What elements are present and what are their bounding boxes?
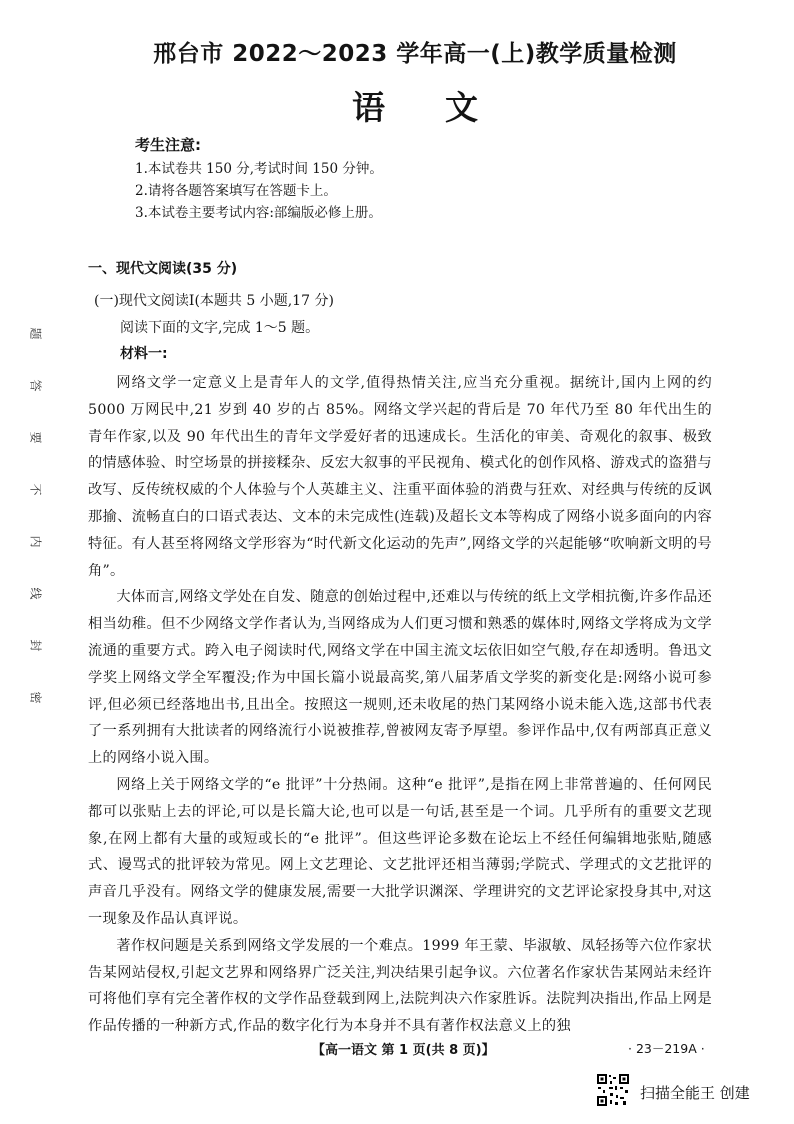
subject-char: 文 — [445, 88, 478, 127]
reading-passage — [88, 370, 712, 1040]
exam-title: 邢台市 2022～2023 学年高一(上)教学质量检测 — [153, 41, 677, 67]
passage-paragraph: 网络上关于网络文学的“e 批评”十分热闹。这种“e 批评”,是指在网上非常普遍的、任何网民都可以张贴上去的评论,可以是长篇大论,也可以是一句话,甚至是一个词。几乎所有的重要文艺现象,在网上都有大量的或短或长的“e 批评”。但这些评论多数在论坛上不经任何编辑地张贴,随感式、谩骂式的批评较为常见。网上文艺理论、文艺批评还相当薄弱;学院式、学理式的文艺批评的声音几乎没有。网络文学的健康发展,需要一大批学识渊深、学理讲究的文艺评论家投身其中,对这一现象及作品认真评说。 — [88, 776, 712, 927]
binding-char: 内 — [28, 535, 43, 548]
binding-margin — [26, 325, 52, 725]
subsection-heading: (一)现代文阅读Ⅰ(本题共 5 小题,17 分) — [94, 293, 334, 309]
section-heading: 一、现代文阅读(35 分) — [88, 261, 238, 277]
binding-char: 答 — [28, 379, 43, 392]
binding-char: 密 — [28, 691, 43, 704]
exam-code: · 23－219A · — [628, 1041, 705, 1056]
reading-instruction: 阅读下面的文字,完成 1～5 题。 — [120, 320, 320, 336]
binding-char: 线 — [28, 587, 43, 600]
binding-char: 封 — [28, 639, 43, 652]
page-footer: 【高一语文 第 1 页(共 8 页)】 — [312, 1043, 495, 1058]
binding-char: 要 — [28, 431, 43, 444]
binding-char: 不 — [28, 483, 43, 496]
notice-item: 2.请将各题答案填写在答题卡上。 — [135, 183, 337, 199]
passage-paragraph: 网络文学一定意义上是青年人的文学,值得热情关注,应当充分重视。据统计,国内上网的约 5000 万网民中,21 岁到 40 岁的占 85%。网络文学兴起的背后是 70 年代乃至 80 年代出生的青年作家,以及 90 年代出生的青年文学爱好者的迅速成长。生活化的审美、奇观化的叙事、极致的情感体验、时空场景的拼接糅杂、反宏大叙事的平民视角、模式化的创作风格、游戏式的盗猎与改写、反传统权威的个人体验与个人英雄主义、注重平面体验的消费与狂欢、对经典与传统的反讽那揄、流畅直白的口语式表达、文本的未完成性(连载)及超长文本等构成了网络小说多面向的内容特征。有人甚至将网络文学形容为“时代新文化运动的先声”,网络文学的兴起能够“吹响新文明的号角”。 — [88, 375, 712, 579]
notice-heading: 考生注意: — [135, 136, 201, 154]
scanner-watermark: 扫描全能王 创建 — [640, 1084, 750, 1102]
passage-paragraph: 著作权问题是关系到网络文学发展的一个难点。1999 年王蒙、毕淑敏、凤轻扬等六位作家状告某网站侵权,引起文艺界和网络界广泛关注,判决结果引起争议。六位著名作家状告某网站未经许可将他们享有完全著作权的文学作品登载到网上,法院判决六作家胜诉。法院判决指出,作品上网是作品传播的一种新方式,作品的数字化行为本身并不具有著作权法意义上的独 — [88, 937, 712, 1035]
exam-notice — [135, 134, 383, 224]
notice-item: 1.本试卷共 150 分,考试时间 150 分钟。 — [135, 161, 383, 177]
material-label: 材料一: — [120, 346, 168, 362]
qr-code-icon — [596, 1073, 630, 1107]
binding-char: 题 — [28, 327, 43, 340]
subject-char: 语 — [352, 88, 385, 127]
subject-title — [340, 82, 490, 129]
passage-paragraph: 大体而言,网络文学处在自发、随意的创始过程中,还难以与传统的纸上文学相抗衡,许多作品还相当幼稚。但不少网络文学作者认为,当网络成为人们更习惯和熟悉的媒体时,网络文学将成为文学流通的重要方式。跨入电子阅读时代,网络文学在中国主流文坛依旧如空气般,存在却透明。鲁迅文学奖上网络文学全军覆没;作为中国长篇小说最高奖,第八届茅盾文学奖的新变化是:网络小说可参评,但必须已经落地出书,且出全。按照这一规则,还未收尾的热门某网络小说未能入选,这部书代表了一系列拥有大批读者的网络流行小说被推荐,曾被网友寄予厚望。参评作品中,仅有两部真正意义上的网络小说入围。 — [88, 589, 712, 767]
notice-item: 3.本试卷主要考试内容:部编版必修上册。 — [135, 205, 382, 221]
